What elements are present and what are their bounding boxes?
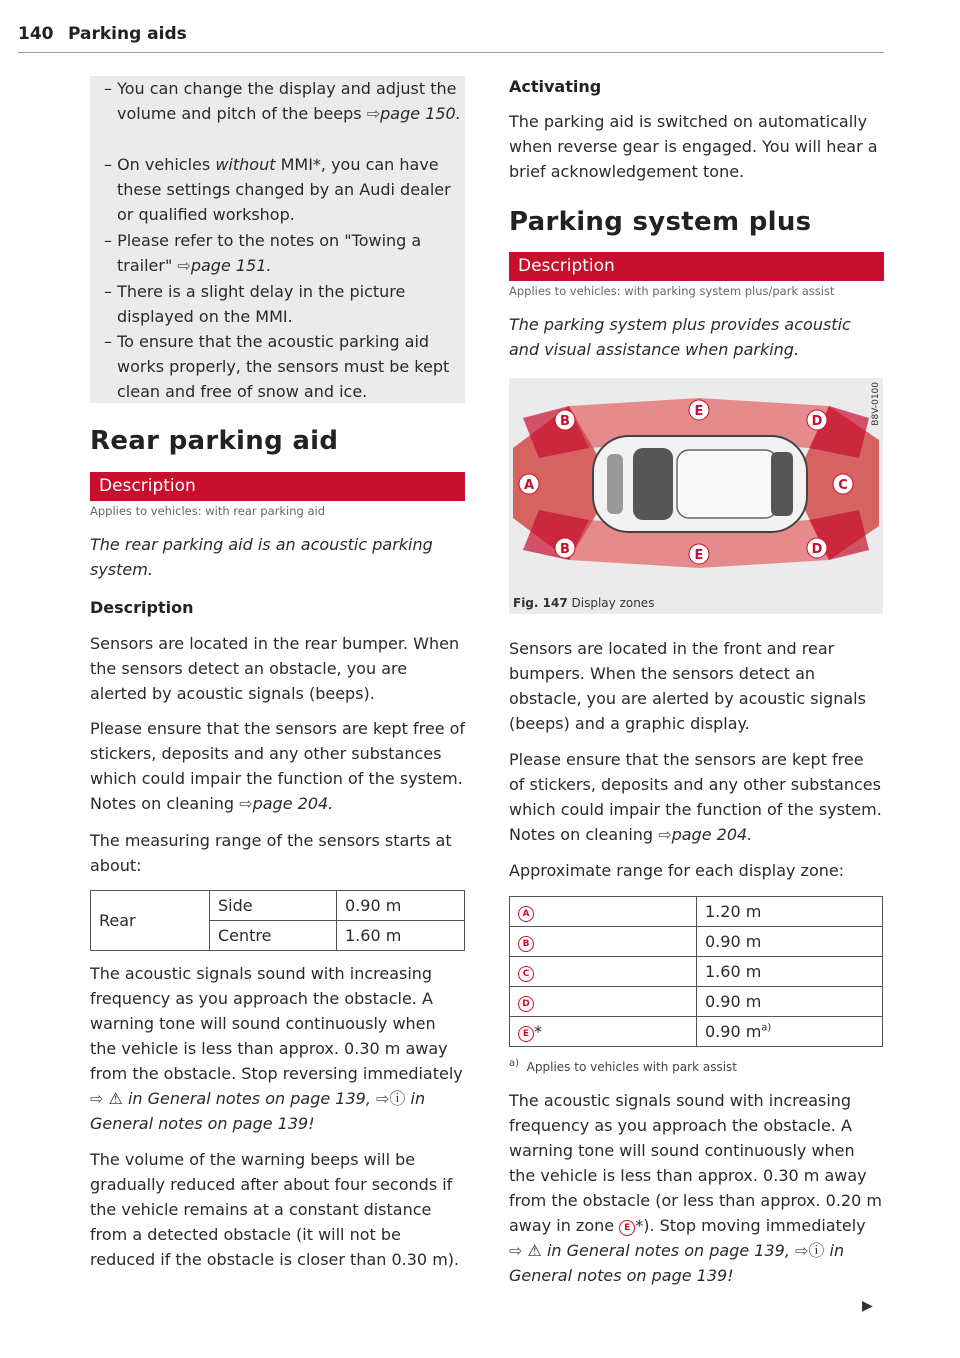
rear-parking-aid-heading: Rear parking aid	[90, 426, 339, 456]
zone-symbol: B	[518, 936, 534, 952]
note-box	[90, 76, 465, 403]
table-cell: 1.60 m	[697, 957, 883, 987]
footnote: $^{a)}$ Applies to vehicles with park assist	[509, 1058, 737, 1074]
display-zones-figure	[509, 378, 883, 614]
zone-symbol: D	[518, 996, 534, 1012]
table-cell: 1.60 m	[337, 921, 465, 951]
applies-to: Applies to vehicles: with rear parking aid	[90, 504, 326, 518]
table-cell: Rear	[91, 891, 210, 951]
car-zones-illustration	[509, 378, 883, 590]
reference-arrow-icon: ⇨	[795, 1241, 809, 1260]
lead-text: The parking system plus provides acoustic and visual assistance when parking.	[509, 315, 851, 359]
table-row	[510, 1017, 883, 1047]
zone-label: A	[523, 478, 535, 493]
caution-icon: ⓘ	[389, 1089, 406, 1108]
list-item: – There is a slight delay in the picture displayed on the MMI.	[104, 282, 406, 326]
zone-symbol: A	[518, 906, 534, 922]
zone-label: D	[811, 414, 823, 429]
table-cell: 0.90 m	[697, 987, 883, 1017]
zone-label: E	[694, 404, 704, 419]
table-row	[91, 891, 465, 921]
paragraph: The parking aid is switched on automatically when reverse gear is engaged. You will hear a brief acknowledgement tone.	[509, 112, 878, 181]
page-header	[18, 22, 884, 53]
reference-arrow-icon: ⇨	[239, 794, 253, 813]
reference-arrow-icon: ⇨	[658, 825, 672, 844]
table-cell: Centre	[210, 921, 337, 951]
table-cell	[510, 987, 697, 1017]
paragraph: The measuring range of the sensors starts at about:	[90, 831, 452, 875]
table-cell: E *	[510, 1017, 697, 1047]
list-item: – You can change the display and adjust the volume and pitch of the beeps ⇨page 150.	[104, 79, 461, 123]
paragraph: The acoustic signals sound with increasing frequency as you approach the obstacle. A warning tone will sound continuously when the vehicle is less than approx. 0.30 m away from the obstacle (or less than approx. 0.20 m away in zone E *). Stop moving immediately ⇨ ⚠ in General notes on page 139, ⇨ⓘ in General notes on page 139!	[509, 1091, 882, 1285]
table-row	[510, 957, 883, 987]
table-cell: 0.90 m	[337, 891, 465, 921]
activating-heading: Activating	[509, 77, 602, 96]
rear-range-table	[90, 890, 465, 951]
lead-text: The rear parking aid is an acoustic parking system.	[90, 535, 433, 579]
subheading: Description	[90, 598, 194, 617]
warning-icon: ⚠	[527, 1241, 542, 1260]
paragraph: Sensors are located in the rear bumper. When the sensors detect an obstacle, you are alerted by acoustic signals (beeps).	[90, 634, 460, 703]
zone-range-table	[509, 896, 883, 1047]
table-cell: 0.90 m	[697, 927, 883, 957]
page-link[interactable]: in General notes on page 139,	[127, 1089, 371, 1108]
figure-code: B8V-0100	[871, 382, 881, 426]
paragraph: The acoustic signals sound with increasing frequency as you approach the obstacle. A warning tone will sound continuously when the vehicle is less than approx. 0.30 m away from the obstacle. Stop reversing immediately ⇨ ⚠ in General notes on page 139, ⇨ⓘ in General notes on page 139!	[90, 964, 463, 1133]
page-number: 140	[18, 24, 54, 44]
page-link[interactable]: in General notes on page 139!	[509, 1241, 845, 1285]
page-link[interactable]: page 204.	[671, 825, 753, 844]
table-cell: Side	[210, 891, 337, 921]
zone-symbol: C	[518, 966, 534, 982]
zone-label: E	[694, 548, 704, 563]
paragraph: Sensors are located in the front and rear bumpers. When the sensors detect an obstacle, you are alerted by acoustic signals (beeps) and a graphic display.	[509, 639, 866, 733]
reference-arrow-icon: ⇨	[509, 1241, 523, 1260]
table-row	[510, 897, 883, 927]
parking-system-plus-heading: Parking system plus	[509, 207, 812, 237]
description-bar: Description	[509, 252, 884, 281]
page-link[interactable]: page 150.	[380, 104, 461, 123]
zone-label: D	[811, 542, 823, 557]
paragraph: Please ensure that the sensors are kept free of stickers, deposits and any other substances which could impair the function of the system. Notes on cleaning ⇨page 204.	[90, 719, 466, 813]
page-link[interactable]: in General notes on page 139!	[90, 1089, 426, 1133]
description-bar: Description	[90, 472, 465, 501]
section-title: Parking aids	[68, 24, 187, 44]
table-row	[510, 987, 883, 1017]
page-link[interactable]: in General notes on page 139,	[546, 1241, 790, 1260]
table-cell: 1.20 m	[697, 897, 883, 927]
table-cell	[510, 897, 697, 927]
zone-label: B	[560, 414, 570, 429]
figure-caption: Fig. 147 Display zones	[513, 596, 655, 610]
reference-arrow-icon: ⇨	[366, 104, 381, 123]
zone-label: B	[560, 542, 570, 557]
table-cell	[510, 927, 697, 957]
list-item: – Please refer to the notes on "Towing a trailer" ⇨page 151.	[104, 231, 422, 275]
zone-symbol: E	[518, 1026, 534, 1042]
list-item: – On vehicles without MMI*, you can have these settings changed by an Audi dealer or qualified workshop.	[104, 155, 451, 224]
paragraph: The volume of the warning beeps will be gradually reduced after about four seconds if the vehicle remains at a constant distance from a detected obstacle (it will not be reduced if the obstacle is closer than 0.30 m).	[90, 1150, 460, 1269]
continue-arrow-icon: ▶	[862, 1298, 873, 1314]
reference-arrow-icon: ⇨	[177, 256, 191, 275]
table-cell: 0.90 $m^{a)}$	[697, 1017, 883, 1047]
applies-to: Applies to vehicles: with parking system plus/park assist	[509, 284, 835, 298]
table-cell	[510, 957, 697, 987]
paragraph: Approximate range for each display zone:	[509, 861, 845, 880]
page-link[interactable]: page 151.	[190, 256, 272, 275]
zone-symbol: E	[619, 1220, 635, 1236]
caution-icon: ⓘ	[808, 1241, 825, 1260]
warning-icon: ⚠	[108, 1089, 123, 1108]
zone-label: C	[838, 478, 848, 493]
page-link[interactable]: page 204.	[252, 794, 334, 813]
paragraph: Please ensure that the sensors are kept free of stickers, deposits and any other substances which could impair the function of the system. Notes on cleaning ⇨page 204.	[509, 750, 882, 844]
reference-arrow-icon: ⇨	[376, 1089, 390, 1108]
table-row	[510, 927, 883, 957]
list-item: – To ensure that the acoustic parking aid works properly, the sensors must be kept clean and free of snow and ice.	[104, 332, 450, 401]
reference-arrow-icon: ⇨	[90, 1089, 104, 1108]
